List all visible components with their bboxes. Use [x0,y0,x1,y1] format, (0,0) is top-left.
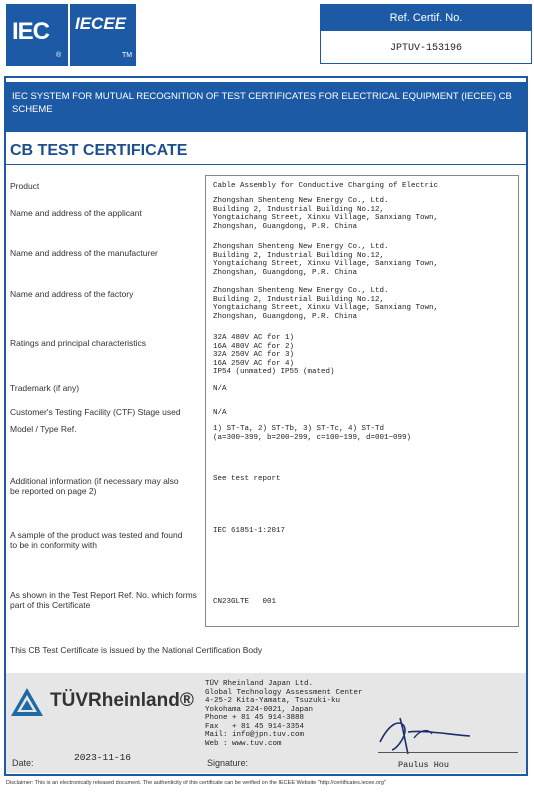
field-label-product: Product [10,181,40,191]
signature-line [378,752,518,753]
field-value-conformity: IEC 61851-1:2017 [213,527,286,535]
field-label-ctf-stage: Customer's Testing Facility (CTF) Stage used [10,407,181,417]
field-label-model: Model / Type Ref. [10,424,77,434]
field-value-product: Cable Assembly for Conductive Charging of Electric [213,182,439,190]
field-value-additional-info: See test report [213,475,281,483]
iecee-logo [70,4,136,66]
tuv-address: TÜV Rheinland Japan Ltd. Global Technology Assessment Center 4-25-2 Kita-Yamata, Tsuzuki-ku Yokohama 224-0021, Japan Phone + 81 45 914-3888 Fax + 81 45 914-3354 Mail: info@jpn.tuv.com Web : www.tuv.com [205,680,363,748]
field-label-test-report: As shown in the Test Report Ref. No. which forms part of this Certificate [10,590,197,610]
field-value-test-report: CN23GLTE 001 [213,598,277,606]
registered-mark: ® [56,52,62,59]
field-label-factory: Name and address of the factory [10,289,134,299]
issued-by-text: This CB Test Certificate is issued by the National Certification Body [10,645,263,655]
certificate-title: CB TEST CERTIFICATE [10,142,188,159]
scheme-banner: IEC SYSTEM FOR MUTUAL RECOGNITION OF TEST CERTIFICATES FOR ELECTRICAL EQUIPMENT (IECEE) CB SCHEME [6,82,526,132]
reference-title: Ref. Certif. No. [321,5,531,31]
field-value-factory: Zhongshan Shenteng New Energy Co., Ltd. Building 2, Industrial Building No.12, Yongtaichang Street, Xinxu Village, Sanxiang Town, Zhongshan, Guangdong, P.R. China [213,287,439,321]
field-label-applicant: Name and address of the applicant [10,208,142,218]
field-value-applicant: Zhongshan Shenteng New Energy Co., Ltd. Building 2, Industrial Building No.12, Yongtaichang Street, Xinxu Village, Sanxiang Town, Zhongshan, Guangdong, P.R. China [213,197,439,231]
field-value-ratings: 32A 480V AC for 1) 16A 480V AC for 2) 32A 250V AC for 3) 16A 250V AC for 4) IP54 (unmated) IP55 (mated) [213,334,335,376]
field-label-additional-info: Additional information (if necessary may also be reported on page 2) [10,476,179,496]
field-value-manufacturer: Zhongshan Shenteng New Energy Co., Ltd. Building 2, Industrial Building No.12, Yongtaichang Street, Xinxu Village, Sanxiang Town, Zhongshan, Guangdong, P.R. China [213,243,439,277]
iecee-logo-text: IECEE [75,14,127,33]
date-label: Date: [12,758,34,768]
iec-logo-text: IEC [12,18,50,45]
reference-number: JPTUV-153196 [389,43,462,54]
certificate-header [0,0,534,70]
field-value-model: 1) ST-Ta, 2) ST-Tb, 3) ST-Tc, 4) ST-Td (a=300~399, b=200~299, c=100~199, d=001~099) [213,425,412,442]
iec-logo [6,4,68,66]
signature-label: Signature: [207,758,249,768]
title-divider [6,164,526,165]
field-label-ratings: Ratings and principal characteristics [10,338,147,348]
handwritten-signature [370,712,480,756]
field-label-trademark: Trademark (if any) [10,383,80,393]
tuv-triangle-icon [10,687,44,717]
signer-name: Paulus Hou [398,760,450,770]
reference-box [320,4,532,64]
field-value-ctf-stage: N/A [213,409,227,417]
date-value: 2023-11-16 [74,752,132,763]
trademark-mark: TM [122,52,133,59]
field-value-trademark: N/A [213,385,227,393]
tuv-rheinland-logo: TÜVRheinland® [50,690,194,711]
field-label-manufacturer: Name and address of the manufacturer [10,248,158,258]
disclaimer-text: Disclaimer: This is an electronically released document. The authenticity of this certificate can be verified on the IECEE Website "http://certificates.iecee.org" [6,780,386,786]
field-label-conformity: A sample of the product was tested and found to be in conformity with [10,530,183,550]
